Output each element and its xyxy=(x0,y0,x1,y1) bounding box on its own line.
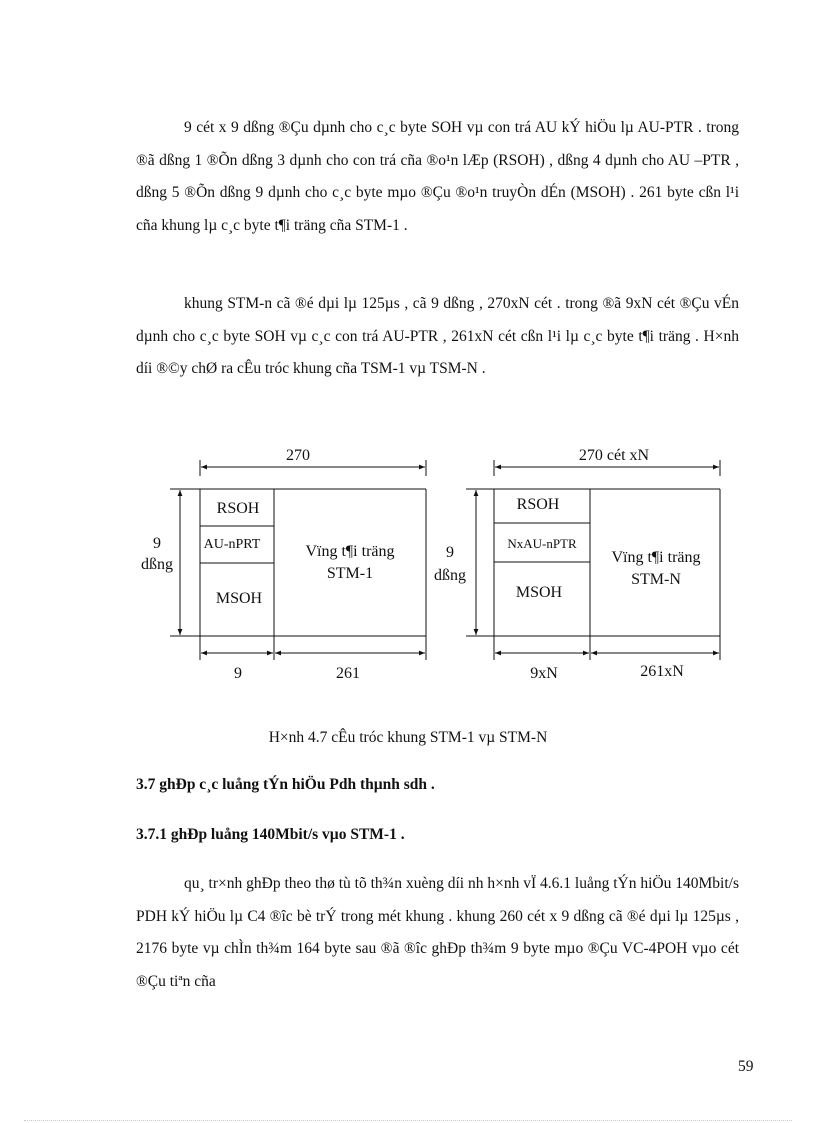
stm-n-payload-name: STM-N xyxy=(631,571,681,588)
stm1-payload-name: STM-1 xyxy=(326,565,374,582)
stm-n-rows-label: 9 xyxy=(446,544,454,561)
figure-caption: H×nh 4.7 cÊu tróc khung STM-1 vµ STM-N xyxy=(268,729,548,746)
paragraph-multiplexing-description: qu¸ tr×nh ghÐp theo thø tù tõ th¾n xuèng díi nh h×nh vÏ 4.6.1 luång tÝn hiÖu 140Mbit/s PDH kÝ hiÖu lµ C4 ®îc bè trÝ trong mét khung . khung 260 cét x 9 dßng cã ®é dµi lµ 125µs , 2176 byte vµ chÌn th¾m 164 byte sau ®ã ®îc ghÐp th¾m 9 byte mµo ®Çu VC-4POH vµo cét ®Çu tiªn cña xyxy=(136,875,739,990)
stm-n-au-ptr-label: NxAU-nPTR xyxy=(507,536,577,551)
stm-n-rows-unit: dßng xyxy=(434,567,466,584)
stm1-rows-unit: dßng xyxy=(141,556,173,573)
frame-structure-diagram xyxy=(0,440,816,690)
stm1-soh-columns-label: 9 xyxy=(234,665,242,682)
stm1-au-ptr-label: AU-nPRT xyxy=(203,537,261,552)
page-footer-divider xyxy=(24,1120,792,1121)
stm1-msoh-label: MSOH xyxy=(215,590,263,607)
paragraph-soh-description: 9 cét x 9 dßng ®Çu dµnh cho c¸c byte SOH vµ con trá AU kÝ hiÖu lµ AU-PTR . trong ®ã dßng 1 ®Õn dßng 3 dµnh cho con trá cña ®o¹n lÆp (RSOH) , dßng 4 dµnh cho AU –PTR , dßng 5 ®Õn dßng 9 dµnh cho c¸c byte mµo ®Çu ®o¹n truyÒn dÉn (MSOH) . 261 byte cßn l¹i cña khung lµ c¸c byte t¶i träng cña STM-1 . xyxy=(136,119,739,234)
stm-n-payload-columns-label: 261xN xyxy=(640,663,684,680)
stm-n-width-label: 270 cét xN xyxy=(578,447,650,464)
stm1-payload-columns-label: 261 xyxy=(336,665,360,682)
stm-n-soh-columns-label: 9xN xyxy=(530,665,558,682)
stm1-payload-label: Vïng t¶i träng xyxy=(305,543,395,560)
subsection-heading: 3.7.1 ghÐp luång 140Mbit/s vµo STM-1 . xyxy=(136,826,405,843)
paragraph-stm-n-description: khung STM-n cã ®é dµi lµ 125µs , cã 9 dßng , 270xN cét . trong ®ã 9xN cét ®Çu vÉn dµnh cho c¸c byte SOH vµ c¸c con trá AU-PTR , 261xN cét cßn l¹i lµ c¸c byte t¶i träng . H×nh díi ®©y chØ ra cÊu tróc khung cña TSM-1 vµ TSM-N . xyxy=(136,295,739,377)
stm-n-payload-label: Vïng t¶i träng xyxy=(611,549,701,566)
stm-n-rsoh-label: RSOH xyxy=(516,496,560,513)
stm1-rsoh-label: RSOH xyxy=(216,500,260,517)
stm-n-msoh-label: MSOH xyxy=(515,584,563,601)
stm1-rows-label: 9 xyxy=(153,535,161,552)
stm1-frame-diagram xyxy=(170,460,426,660)
section-heading: 3.7 ghÐp c¸c luång tÝn hiÖu Pdh thµnh sdh . xyxy=(136,776,435,793)
stm1-width-label: 270 xyxy=(286,447,310,464)
page-number: 59 xyxy=(738,1058,754,1075)
